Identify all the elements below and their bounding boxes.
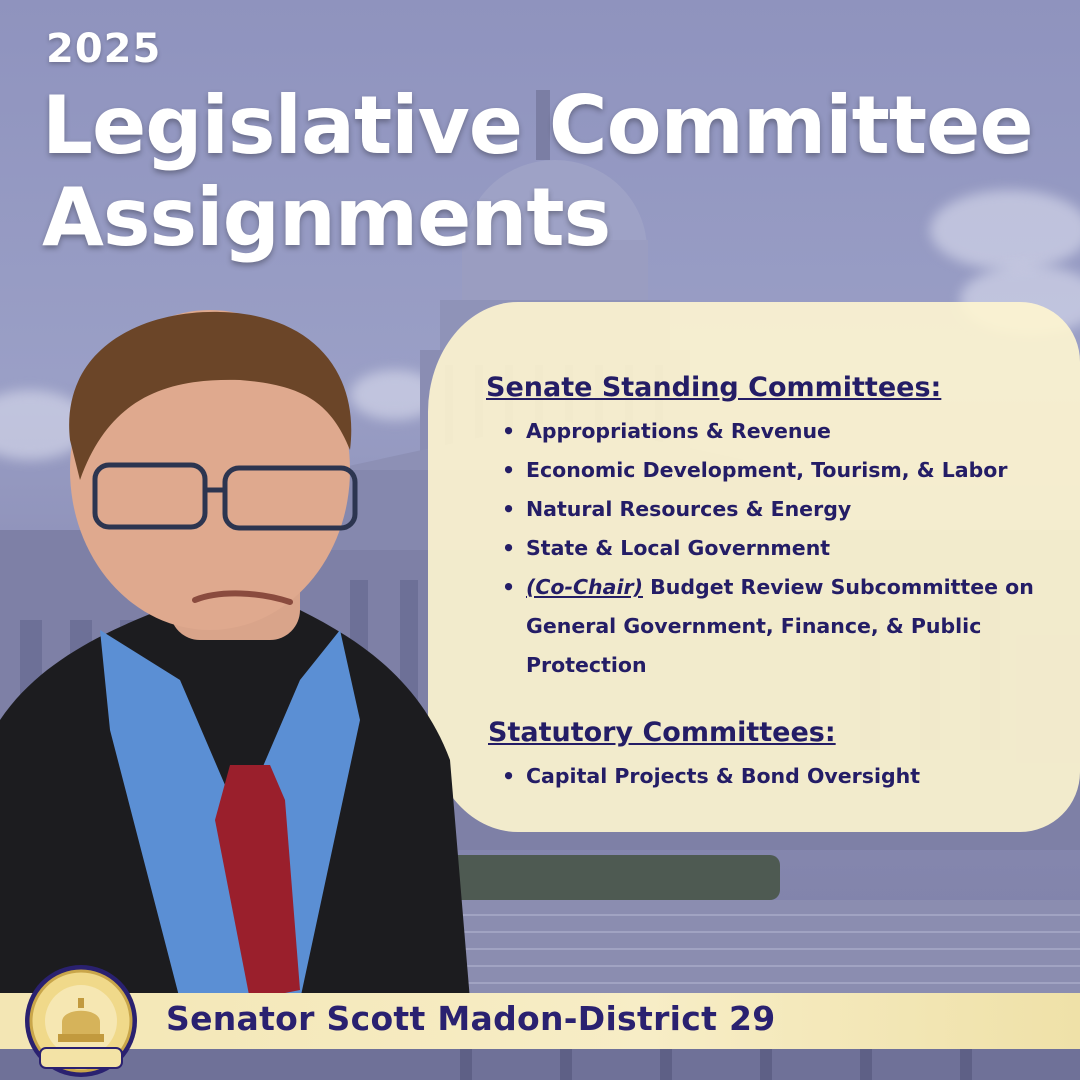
statutory-committees-list <box>486 757 1066 796</box>
senator-portrait <box>0 300 470 1000</box>
page-title <box>42 80 1033 264</box>
year-label: 2025 <box>46 26 162 72</box>
list-item: • Capital Projects & Bond Oversight <box>526 757 1066 796</box>
senate-seal-icon <box>22 962 140 1080</box>
list-item: • Economic Development, Tourism, & Labor <box>526 451 1066 490</box>
committees-card <box>428 302 1080 832</box>
committees-content <box>486 368 1066 796</box>
senator-name: Senator Scott Madon-District 29 <box>166 999 776 1038</box>
cochair-committee: Budget Review Subcommittee on General Government, Finance, & Public Protection <box>526 575 1034 677</box>
cochair-label: (Co-Chair) <box>526 575 643 599</box>
statutory-committees-heading: Statutory Committees: <box>488 717 836 748</box>
standing-committees-heading: Senate Standing Committees: <box>486 372 942 403</box>
list-item: • State & Local Government <box>526 529 1066 568</box>
list-item-cochair <box>526 568 1066 685</box>
list-item: • Natural Resources & Energy <box>526 490 1066 529</box>
standing-committees-list <box>486 412 1066 685</box>
title-line-2: Assignments <box>42 171 611 264</box>
title-line-1: Legislative Committee <box>42 79 1033 172</box>
list-item: • Appropriations & Revenue <box>526 412 1066 451</box>
